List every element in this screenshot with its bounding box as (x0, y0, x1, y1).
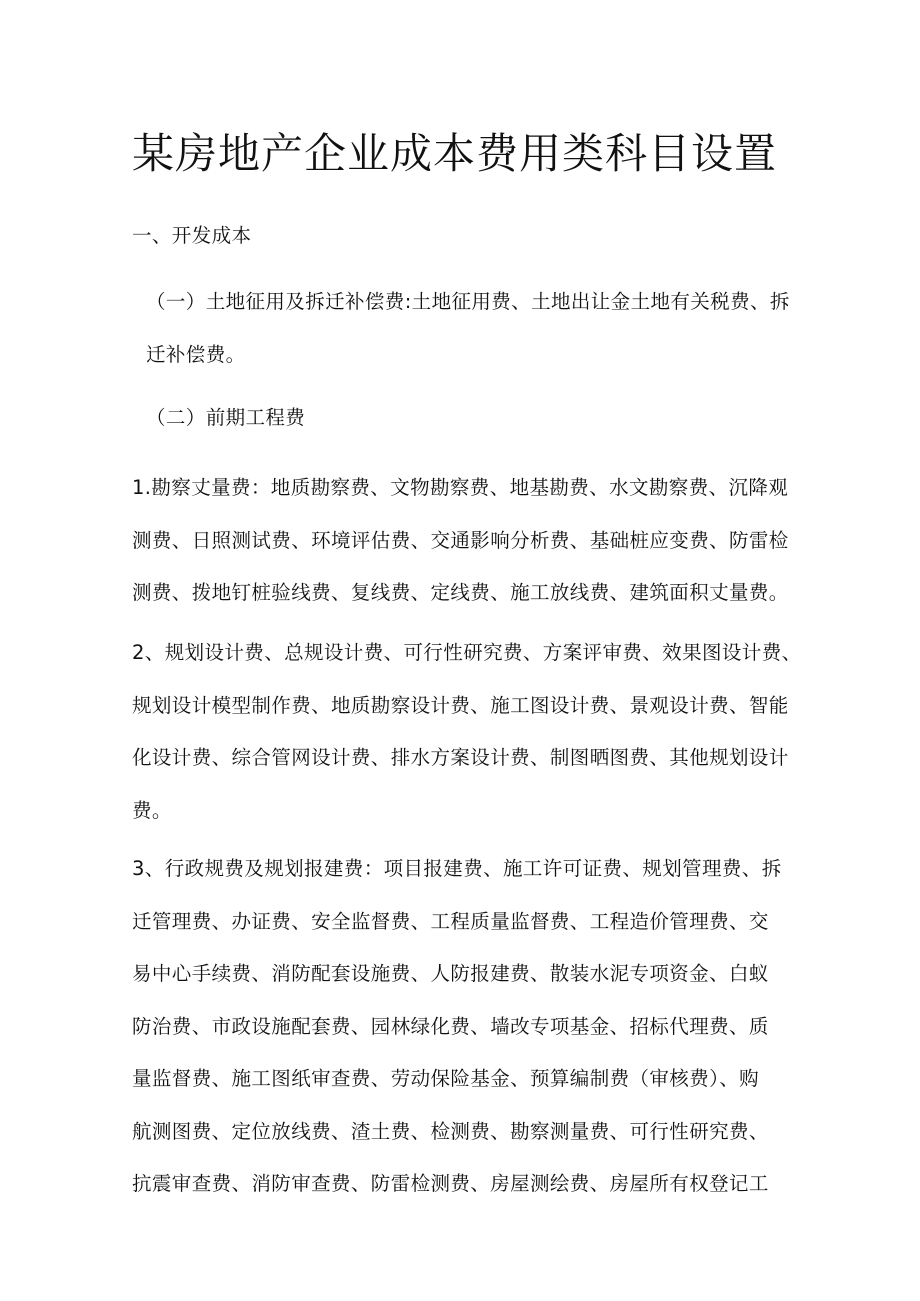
text-line: 化设计费、综合管网设计费、排水方案设计费、制图晒图费、其他规划设计 (132, 746, 789, 769)
item-preliminary-engineering (132, 392, 826, 445)
page-title: 某房地产企业成本费用类科目设置 (132, 129, 778, 178)
text-line: 航测图费、定位放线费、渣土费、检测费、勘察测量费、可行性研究费、 (132, 1119, 769, 1143)
text-line: 量监督费、施工图纸审查费、劳动保险基金、预算编制费（审核费）、购 (132, 1067, 760, 1090)
text-line: 规划设计模型制作费、地质勘察设计费、施工图设计费、景观设计费、智能 (132, 693, 789, 717)
text-line: 费。 (132, 798, 172, 822)
paragraph-administrative-fees (132, 843, 812, 1211)
text-line: 3、行政规费及规划报建费：项目报建费、施工许可证费、规划管理费、拆 (132, 857, 782, 880)
text-line: 易中心手续费、消防配套设施费、人防报建费、散装水泥专项资金、白蚁 (132, 962, 769, 985)
text-line: （二）前期工程费 (146, 406, 306, 429)
text-line: 防治费、市政设施配套费、园林绿化费、墙改专项基金、招标代理费、质 (132, 1014, 769, 1038)
paragraph-survey-fees (132, 462, 812, 620)
paragraph-design-fees (132, 627, 812, 837)
text-line: 1.勘察丈量费：地质勘察费、文物勘察费、地基勘费、水文勘察费、沉降观 (132, 476, 789, 499)
text-line: （一）土地征用及拆迁补偿费:土地征用费、土地出让金土地有关税费、拆 (146, 290, 790, 313)
text-line: 抗震审查费、消防审查费、防雷检测费、房屋测绘费、房屋所有权登记工 (132, 1172, 769, 1195)
text-line: 2、规划设计费、总规设计费、可行性研究费、方案评审费、效果图设计费、 (132, 641, 802, 664)
item-land-acquisition (132, 276, 826, 381)
section-heading-development-cost (132, 210, 812, 263)
text-line: 测费、日照测试费、环境评估费、交通影响分析费、基础桩应变费、防雷检 (132, 528, 789, 552)
text-line: 迁补偿费。 (146, 342, 246, 366)
section-heading-text: 一、开发成本 (132, 224, 252, 247)
text-line: 迁管理费、办证费、安全监督费、工程质量监督费、工程造价管理费、交 (132, 909, 769, 933)
text-line: 测费、拨地钉桩验线费、复线费、定线费、施工放线费、建筑面积丈量费。 (132, 581, 789, 604)
